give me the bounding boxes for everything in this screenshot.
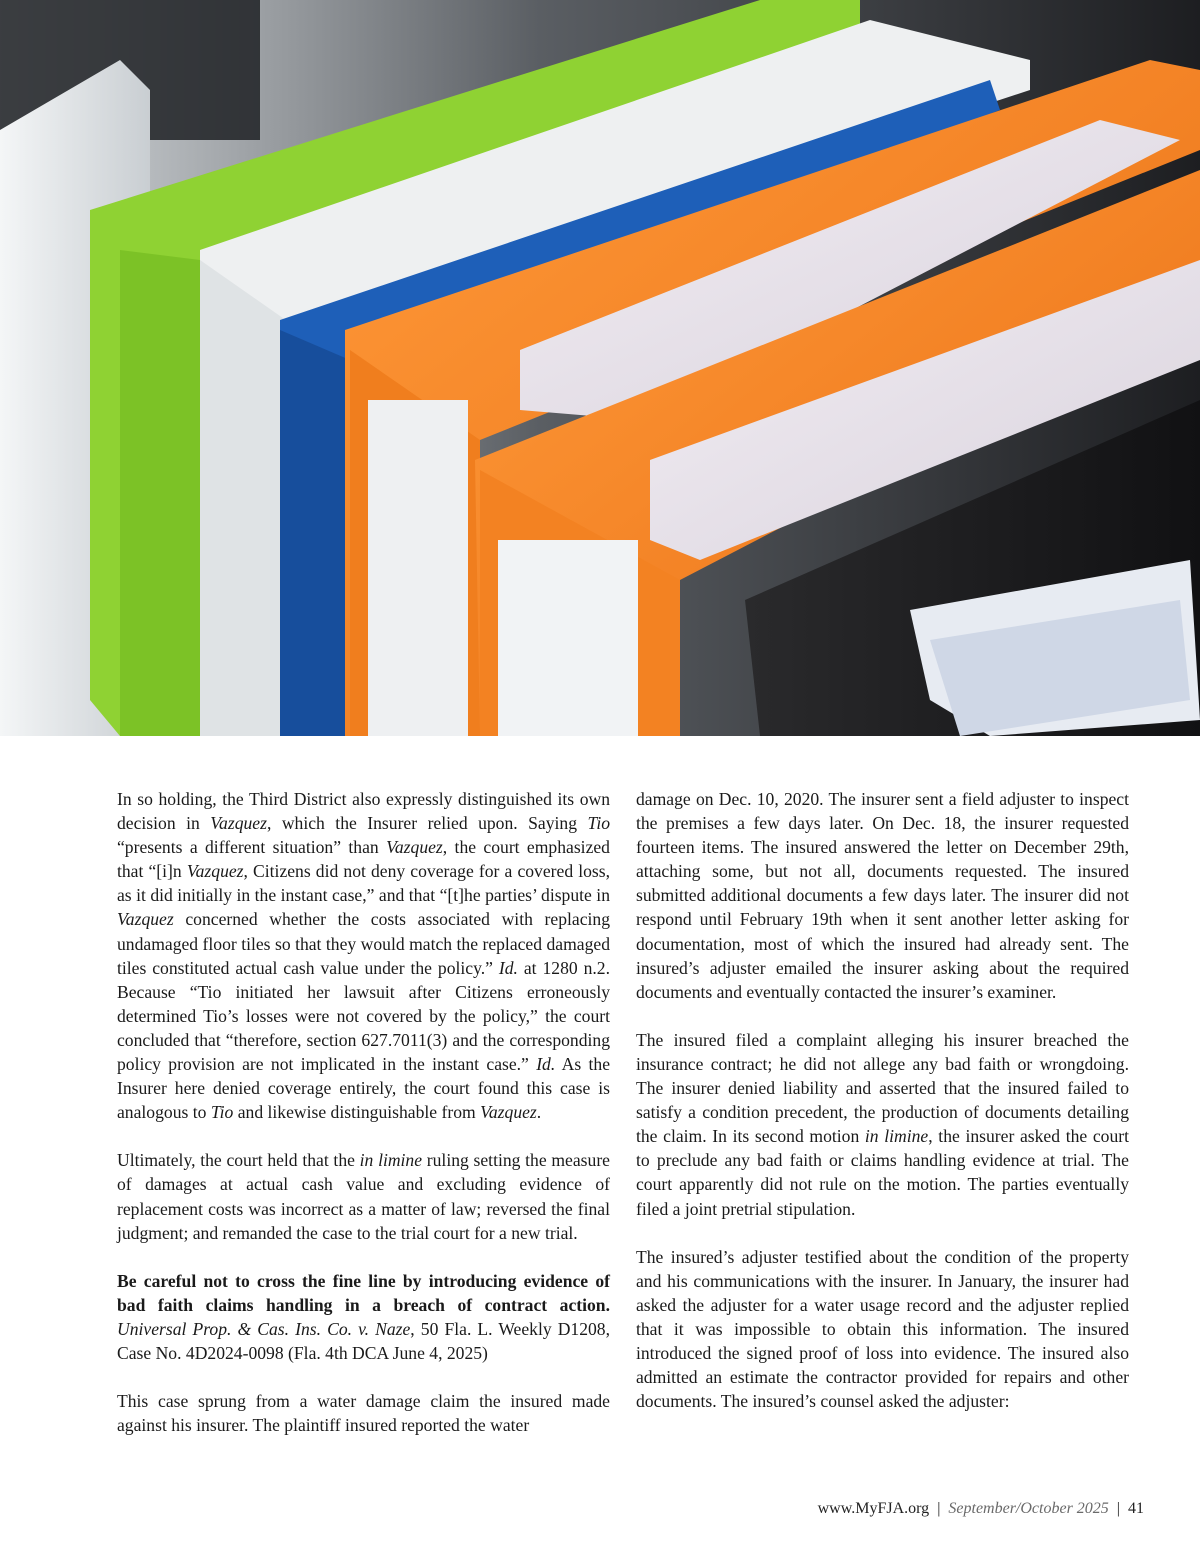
paragraph bbox=[117, 1148, 610, 1244]
text-run: , Citizens did not deny coverage for a covered loss, as it did initially in the instant case,” and that “[t]he parties’ dispute in bbox=[117, 861, 611, 906]
italic-run: Vazquez bbox=[386, 837, 443, 858]
text-run: In so holding, the Third District also expressly distinguished its own decision in bbox=[117, 789, 610, 834]
italic-run: Tio bbox=[210, 1102, 234, 1123]
page-number: 41 bbox=[1128, 1500, 1144, 1517]
italic-run: Universal Prop. & Cas. Ins. Co. v. Naze bbox=[117, 1318, 411, 1339]
paragraph bbox=[636, 1245, 1129, 1414]
italic-run: in limine bbox=[359, 1150, 423, 1171]
footer-separator: | bbox=[1116, 1500, 1120, 1517]
binders-photo bbox=[0, 0, 1200, 736]
footer-separator: | bbox=[937, 1500, 941, 1517]
italic-run: Vazquez bbox=[210, 813, 267, 834]
paragraph bbox=[636, 787, 1129, 1004]
case-heading-paragraph bbox=[117, 1269, 610, 1365]
text-run: As the Insurer here denied coverage entirely, the court found this case is analogous to bbox=[117, 1054, 610, 1123]
issue-date: September/October 2025 bbox=[948, 1500, 1109, 1517]
italic-run: Id. bbox=[536, 1054, 556, 1075]
text-run: at 1280 n.2. Because “Tio initiated her lawsuit after Citizens erroneously determined Tio’s losses were not covered by the policy,” the court concluded that “therefore, section 627.7011(3) and the corresponding policy provision are not implicated in the instant case.” bbox=[117, 957, 610, 1075]
italic-run: in limine bbox=[864, 1126, 929, 1147]
text-run: “presents a different situation” than bbox=[117, 837, 387, 858]
text-run: The insured filed a complaint alleging his insurer breached the insurance contract; he did not allege any bad faith or wrongdoing. The insurer denied liability and asserted that the insured failed to satisfy a condition precedent, the production of documents detailing the claim. In its second motion bbox=[636, 1029, 1129, 1147]
right-column bbox=[636, 787, 1129, 1437]
italic-run: Id. bbox=[498, 957, 518, 978]
paragraph bbox=[117, 1389, 610, 1437]
text-run: Ultimately, the court held that the bbox=[117, 1150, 360, 1171]
text-run: damage on Dec. 10, 2020. The insurer sent a field adjuster to inspect the premises a few days later. On Dec. 18, the insurer requested fourteen items. The insured answered the letter on December 29th, attaching some, but not all, documents requested. The insured submitted additional documents a few days later. The insurer did not respond until February 19th when it sent another letter asking for documentation, most of which the insured had already sent. The insured’s adjuster emailed the insurer asking about the required documents and eventually contacted the insurer’s examiner. bbox=[636, 789, 1129, 1002]
text-run: , the court emphasized that “[i]n bbox=[117, 837, 610, 882]
text-run: and likewise distinguishable from bbox=[233, 1102, 481, 1123]
page-footer bbox=[818, 1499, 1144, 1519]
text-run: concerned whether the costs associated with replacing undamaged floor tiles so that they would match the replaced damaged tiles constituted actual cash value under the policy.” bbox=[117, 909, 610, 978]
bold-run: Be careful not to cross the fine line by introducing evidence of bad faith claims handling in a breach of contract action. bbox=[117, 1270, 610, 1315]
site-url[interactable]: www.MyFJA.org bbox=[817, 1500, 930, 1517]
text-run: This case sprung from a water damage claim the insured made against his insurer. The plaintiff insured reported the water bbox=[117, 1391, 610, 1436]
text-run: The insured’s adjuster testified about the condition of the property and his communications with the insurer. In January, the insurer had asked the adjuster for a water usage record and the adjuster replied that it was impossible to obtain this information. The insured introduced the signed proof of loss into evidence. The insured also admitted an estimate the contractor provided for repairs and other documents. The insured’s counsel asked the adjuster: bbox=[636, 1246, 1129, 1412]
paragraph bbox=[636, 1028, 1129, 1221]
italic-run: Vazquez bbox=[480, 1102, 537, 1123]
italic-run: Tio bbox=[587, 813, 610, 834]
text-run: ruling setting the measure of damages at actual cash value and excluding evidence of replacement costs was incorrect as a matter of law; reversed the final judgment; and remanded the case to the trial court for a new trial. bbox=[117, 1150, 610, 1243]
text-run: , the insurer asked the court to preclude any bad faith or claims handling evidence at trial. The court apparently did not rule on the motion. The parties eventually filed a joint pretrial stipulation. bbox=[636, 1126, 1129, 1219]
text-run: . bbox=[536, 1102, 542, 1123]
italic-run: Vazquez bbox=[117, 909, 174, 930]
left-column bbox=[117, 787, 610, 1461]
paragraph bbox=[117, 787, 610, 1124]
text-run: , which the Insurer relied upon. Saying bbox=[266, 813, 588, 834]
text-run: , 50 Fla. L. Weekly D1208, Case No. 4D2024-0098 (Fla. 4th DCA June 4, 2025) bbox=[117, 1318, 611, 1363]
italic-run: Vazquez bbox=[186, 861, 244, 882]
